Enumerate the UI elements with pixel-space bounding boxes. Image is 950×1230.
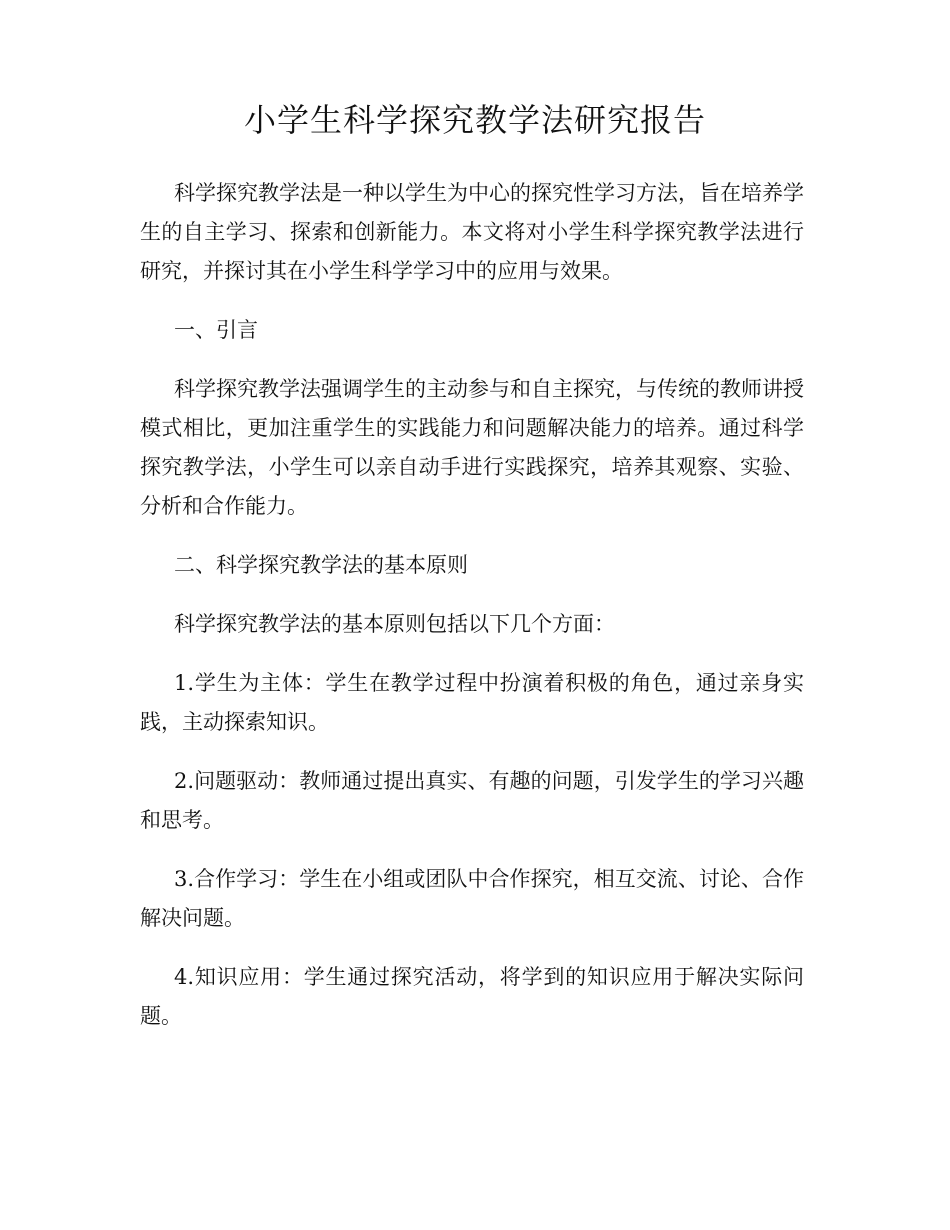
section-heading-principles: 二、科学探究教学法的基本原则 (174, 553, 468, 577)
paragraph-principles-lead: 科学探究教学法的基本原则包括以下几个方面： (174, 612, 615, 636)
list-item-principle-1: 1.学生为主体：学生在教学过程中扮演着积极的角色，通过亲身实践，主动探索知识。 (140, 671, 804, 734)
list-item-principle-4: 4.知识应用：学生通过探究活动，将学到的知识应用于解决实际问题。 (140, 965, 804, 1028)
document-body (140, 174, 804, 1036)
paragraph-introduction: 科学探究教学法强调学生的主动参与和自主探究，与传统的教师讲授模式相比，更加注重学生的实践能力和问题解决能力的培养。通过科学探究教学法，小学生可以亲自动手进行实践探究，培养其观察、实验、分析和合作能力。 (140, 377, 804, 518)
section-heading-introduction: 一、引言 (174, 318, 258, 342)
document-title: 小学生科学探究教学法研究报告 (243, 101, 706, 139)
paragraph-intro: 科学探究教学法是一种以学生为中心的探究性学习方法，旨在培养学生的自主学习、探索和创新能力。本文将对小学生科学探究教学法进行研究，并探讨其在小学生科学学习中的应用与效果。 (140, 181, 804, 283)
list-item-principle-2: 2.问题驱动：教师通过提出真实、有趣的问题，引发学生的学习兴趣和思考。 (140, 769, 804, 832)
list-item-principle-3: 3.合作学习：学生在小组或团队中合作探究，相互交流、讨论、合作解决问题。 (140, 867, 804, 930)
